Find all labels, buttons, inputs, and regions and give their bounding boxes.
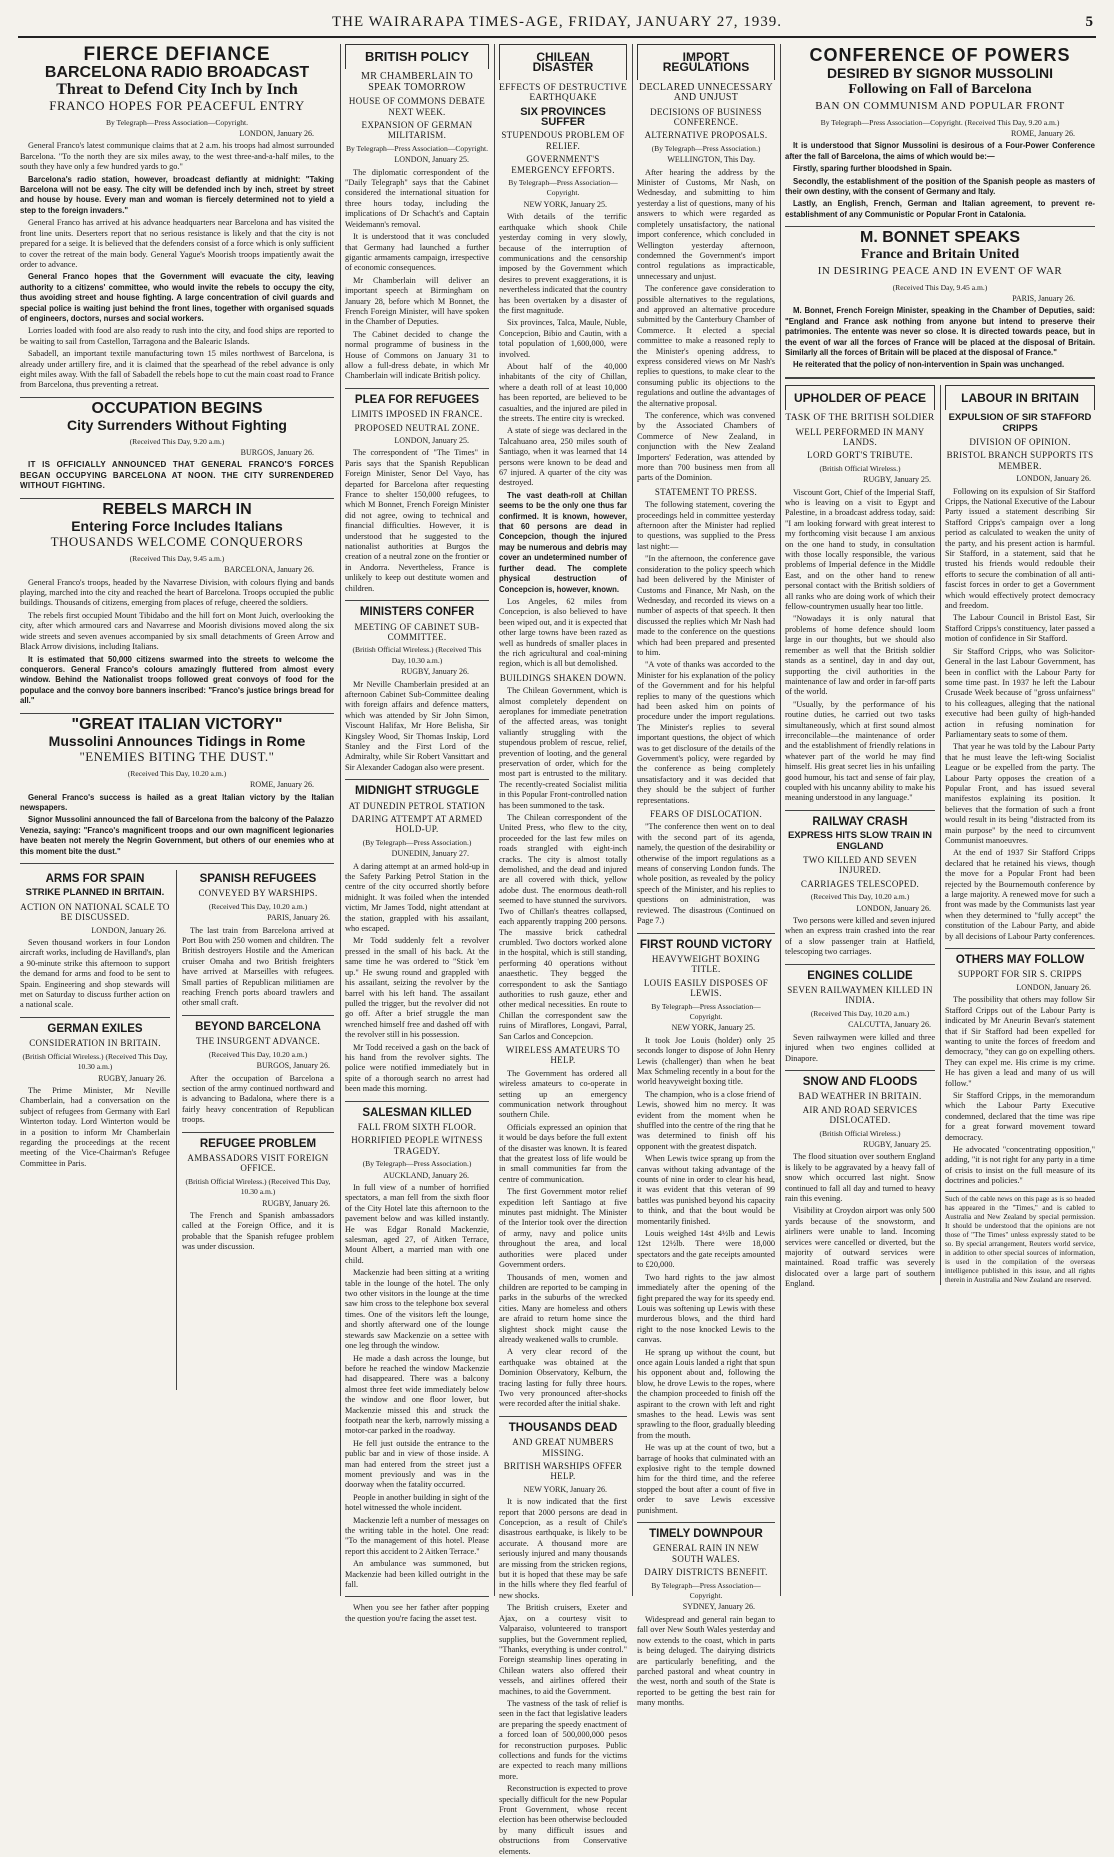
page-number: 5 [1085,14,1094,30]
dateline: ROME, January 26. [250,780,314,790]
article-paragraph: Officials expressed an opinion that it would be days before the full extent of the disaster was known. It is feared that the greatest loss of life would be in small communities far from the centre of communication. [499,1122,627,1184]
dateline: LONDON, January 25. [394,155,469,165]
article-paragraph: Los Angeles, 62 miles from Concepcion, is also believed to have been wiped out, and it is expected that other large towns have been razed as well as hundreds of smaller places in the rich agricultural and coal-mining region, which is all but demolished. [499,596,627,669]
credit-line: By Telegraph—Press Association—Copyright. [651,1580,761,1601]
dateline: NEW YORK, January 26. [523,1484,607,1494]
headline: CONFERENCE OF POWERS [809,45,1071,65]
column-british-policy [345,44,489,1623]
lower-right-column [945,385,1095,1285]
subheadline: Following on Fall of Barcelona [848,81,1032,97]
headline: SPANISH REFUGEES [199,873,317,885]
deck: FALL FROM SIXTH FLOOR. [357,1121,477,1132]
headline: UPHOLDER OF PEACE [793,390,926,405]
dateline: DUNEDIN, January 27. [391,849,469,859]
deck: GENERAL RAIN IN NEW SOUTH WALES. [652,1543,760,1564]
dateline: RUGBY, January 26. [401,667,469,677]
headline-box [345,44,489,69]
article-paragraph: Louis weighed 14st 4½lb and Lewis 12st 12½lb. There were 18,000 spectators and the gate receipts amounted to £20,000. [637,1229,775,1270]
dateline: LONDON, January 25. [394,436,469,445]
article-paragraph: It is understood that it was concluded that Germany had launched a further gigantic armaments campaign, irrespective of economic consequences. [345,232,489,273]
article-paragraph: Two persons were killed and seven injured when an express train crashed into the rear of a slow passenger train at Hatfield, telescoping two carriages. [785,916,935,957]
article-paragraph: "Nowadays it is only natural that problems of home defence should loom large in our thoughts, but we should also remember as well that the British soldier stands as a sentinel, day in and day out, supporting the civil authorities in the maintenance of law and order in far-off parts of the world. [785,614,935,697]
article-paragraph: In full view of a number of horrified spectators, a man fell from the sixth floor of the City Hotel late this afternoon to the pavement below and was killed instantly. He was Edgar Ronald Mackenzie, salesman, aged 27, of Aitken Terrace, Mount Albert, a married man with one child. [345,1183,489,1265]
dateline: RUGBY, January 26. [98,1073,166,1083]
article-paragraph: Seven railwaymen were killed and three injured when two engines collided at Dinapore. [785,1032,935,1063]
article-paragraph: Mr Todd received a gash on the back of his hand from the revolver sights. The police were notified immediately but in spite of a thorough search no arrest had been made this morning. [345,1042,489,1094]
article-paragraph: The vastness of the task of relief is seen in the fact that legislative leaders are preparing the speedy enactment of a forced loan of 500,000,000 pesos for reconstruction purposes. Public collections and funds for the victims are expected to reach many millions more. [499,1698,627,1781]
divider [637,933,775,934]
divider [945,948,1095,949]
divider [637,1522,775,1523]
article-paragraph: Widespread and general rain began to fall over New South Wales yesterday and now extends to the coast, which in parts is being deluged. The dairying districts are particularly benefiting, and the parched pastoral and wheat country in the west, north and south of the State is reported to be getting the best rain for many months. [637,1614,775,1708]
article-paragraph: "The conference then went on to deal with the second part of its agenda, namely, the question of the desirability or otherwise of the import regulations as a means of conserving London funds. The whole position, as revealed by the policy speech of the Minister, and his replies to questions on administration, was reviewed. The disastrous (Continued on Page 7.) [637,822,775,926]
masthead [18,12,1096,38]
deck: STRIKE PLANNED IN BRITAIN. [25,887,165,899]
deck: MEETING OF CABINET SUB-COMMITTEE. [354,621,480,642]
article-paragraph: Sir Stafford Cripps, in the memorandum which the Labour Party Executive condemned, declared that the time was ripe for a great forward movement toward democracy. [945,1090,1095,1142]
dateline: NEW YORK, January 25. [671,1023,755,1033]
article-paragraph: A very clear record of the earthquake was obtained at the Dominion Observatory, Kelburn, the tracing lasting for fully three hours. Two very pronounced after-shocks were recorded after the initial shake. [499,1347,627,1409]
article-paragraph: Lastly, an English, French, German and Italian agreement, to prevent re-establishment of any Communistic or Popular Front in Catalonia. [785,199,1095,219]
subheadline: BAN ON COMMUNISM AND POPULAR FRONT [815,100,1065,113]
article-paragraph: "In the afternoon, the conference gave consideration to the policy speech which had been delivered by the Minister of Customs and Finance, Mr Nash, on the Wednesday, and recorded its views on a number of aspects of that speech. It then discussed the replies which Mr Nash had made to the conference on the questions which had been prepared and presented to him. [637,554,775,657]
article-paragraph: General Franco has arrived at his advance headquarters near Barcelona and has visited the front line units. Deserters report that no serious resistance is likely and that the city is not prepared for a seige. It is believed that the defenders consist of a force which is only sufficient to cover the retreat of the main body. General Yague's Moorish troops impatiently await the order to advance. [20,218,334,269]
subheadline: France and Britain United [860,246,1020,262]
article-paragraph: The Government has ordered all wireless amateurs to co-operate in setting up an emergency communication network throughout southern Chile. [499,1068,627,1120]
deck: WELL PERFORMED IN MANY LANDS. [795,426,925,447]
section-subhead: BUILDINGS SHAKEN DOWN. [499,672,627,683]
deck: HEAVYWEIGHT BOXING TITLE. [651,953,761,975]
credit-line: (British Official Wireless.) [819,1128,901,1138]
headline: LABOUR IN BRITAIN [961,390,1079,405]
article-paragraph: A state of siege was declared in the Talcahuano area, 250 miles south of Santiago, when it was learned that 14 persons were known to be dead and 67 injured. A quarter of the city was destroyed. [499,426,627,488]
column-rule [632,44,633,1596]
divider [20,863,334,864]
credit-line: (By Telegraph—Press Association.) [651,143,761,153]
column-rule [494,44,495,1596]
article-paragraph: The Chilean Government, which is almost completely dependent on aeroplanes for immediate penetration of the affected areas, was tonight valiantly struggling with the stupendous problem of rescue, relief, prevention of looting, and the general preservation of order, which for the most part is entrusted to the military. The recently-created Socialist militia in this Popular Front-controlled nation has been summoned to the task. [499,686,627,810]
dateline: LONDON, January 26. [1016,474,1091,484]
headline-box [499,44,627,80]
article-paragraph: With details of the terrific earthquake which shook Chile yesterday coming in very slowly, because of the interruption of communications and the censorship imposed by the Government which desires to prevent exaggerations, it is nevertheless indicated that the country has been overtaken by a disaster of the first magnitude. [499,212,627,315]
credit-line: (British Official Wireless.) (Received This Day, 10.30 a.m.) [22,1051,168,1072]
divider [345,1101,489,1102]
article-paragraph: Mr Todd suddenly felt a revolver pressed in the small of his back. At the same time he was ordered to "Stick 'em up." He swung round and grappled with his assailant, seizing the revolver by the barrel with his left hand. The assailant pulled the trigger, but the revolver did not go off. After a brief struggle the man wrenched himself free and dashed off with the revolver still in his possession. [345,936,489,1040]
article-paragraph: An ambulance was summoned, but Mackenzie had been killed outright in the fall. [345,1559,489,1590]
deck: DAIRY DISTRICTS BENEFIT. [644,1567,768,1578]
dateline: LONDON, January 26. [239,129,314,139]
deck: EXPANSION OF GERMAN MILITARISM. [361,120,473,141]
column-rule [780,44,781,1596]
subheadline: Entering Force Includes Italians [71,518,283,535]
divider [182,1132,334,1133]
dateline: RUGBY, January 25. [863,475,931,485]
section-subhead: STATEMENT TO PRESS. [654,486,758,497]
credit-line: (Received This Day, 9.20 a.m.) [129,436,225,446]
subheadline: FRANCO HOPES FOR PEACEFUL ENTRY [49,98,305,114]
article-paragraph: The British cruisers, Exeter and Ajax, on a courtesy visit to Valparaiso, volunteered to transport supplies, but the Government replied, "Thanks, everything is under control." Foreign steamship lines operating in Chilean waters also offered their vessels, and airlines offered their machines, to aid the Government. [499,1603,627,1696]
article-paragraph: Reconstruction is expected to prove specially difficult for the new Popular Front Government, whose recent election has been otherwise beclouded by many difficult issues and obstructions from Conservative elements. [499,1784,627,1856]
article-paragraph: General Franco's latest communique claims that at 2 a.m. his troops had almost surrounded Barcelona. "To the north they are six miles away, to the west three-and-a-half miles, to the south they have only a few hundred yards to go." [20,141,334,172]
article-paragraph: When you see her father after popping the question you're facing the asset test. [345,1603,489,1623]
deck: TWO KILLED AND SEVEN INJURED. [803,855,917,876]
divider [785,964,935,965]
article-paragraph: Visibility at Croydon airport was only 500 yards because of the snowstorm, and airliners were unable to land. Incoming services were cancelled or diverted, but the majority of outward services were maintained. Road traffic was severely dislocated over a large part of southern England. [785,1206,935,1289]
column-rule [176,870,177,1390]
article-paragraph: Sabadell, an important textile manufacturing town 15 miles northwest of Barcelona, is already under artillery fire, and it is claimed that the spearhead of the rebel advance is only eight miles away. With the fall of Sabadell the rebels hope to cut the main coast road to France from Barcelona, thus preventing a retreat. [20,349,334,390]
article-paragraph: The conference, which was convened by the Associated Chambers of Commerce of New Zealand, in conjunction with the New Zealand Importers' Federation, was attended by more than 700 business men from all parts of the Dominion. [637,411,775,483]
headline: RAILWAY CRASH [812,815,908,828]
deck: ACTION ON NATIONAL SCALE TO BE DISCUSSED. [20,901,170,923]
deck: DECISIONS OF BUSINESS CONFERENCE. [650,106,762,128]
divider [182,1015,334,1016]
article-paragraph: When Lewis twice sprang up from the canvas without taking advantage of the counts of nine in order to clear his head, it was evident that this veteran of 99 battles was punished beyond his capacity to think, and that the bout would be momentarily finished. [637,1154,775,1226]
article-paragraph: That year he was told by the Labour Party that he must leave the left-wing Socialist League or be expelled from the party. The Labour Party opposes the creation of a Popular Front, and has issued several manifestos explaining its position. It believes that the formation of such a front would result in its being "distracted from its main purpose" by the need to circumvent Communist manoeuvres. [945,742,1095,845]
article-paragraph: M. Bonnet, French Foreign Minister, speaking in the Chamber of Deputies, said: "England and France ask nothing from anyone but intend to preserve their patrimonies. The entente was never so close. It is directed towards peace, but in the event of war all the forces of France will be placed at the disposal of Britain. Similarly all the forces of Britain will be placed at the disposal of France." [785,306,1095,357]
article-paragraph: He made a dash across the lounge, but before he reached the window Mackenzie had disappeared. There was a balcony almost three feet wide immediately below the window and one floor lower, but Mackenzie missed this and struck the footpath near the kerb, narrowly missing a motor-car parked in the roadway. [345,1353,489,1436]
deck: GOVERNMENT'S EMERGENCY EFFORTS. [511,154,615,175]
credit-line: (British Official Wireless.) (Received This Day, 10.30 a.m.) [352,645,482,665]
copyright-note: Such of the cable news on this page as is so headed has appeared in the "Times," and is cabled to Australia and New Zealand by special permission. It should be understood that the opinions are not those of "The Times" unless expressly stated to be so. By special arrangement, Reuters world service, in addition to other special sources of information, is used in the compilation of the overseas intelligence published in this issue, and all rights therein in Australia and New Zealand are reserved. [945,1191,1095,1285]
lower-split-section [785,385,1095,1289]
article-paragraph: Barcelona's radio station, however, broadcast defiantly at midnight: "Taking Barcelona will not be easy. The city will be defended inch by inch, street by street and house by house. Every man and woman is fiercely determined not to yield a step to the foreign invaders." [20,174,334,215]
dateline: SYDNEY, January 26. [682,1602,755,1612]
article-paragraph: "A vote of thanks was accorded to the Minister for his explanation of the policy of the Government and for his helpful replies to many of the questions which had been asked him on points of procedure under the import regulations. The Minister's replies to several important questions, the object of which was to get disclosure of the details of the Government's policy, were regarded by the conference as being completely unsatisfactory and it was decided that they should be the subject of further representations. [637,660,775,805]
lower-split-section [20,870,334,1390]
article-paragraph: "Usually, by the performance of his routine duties, he carried out two tasks simultaneously, which at first sound almost irreconcilable—the maintenance of order and the establishment of friendly relations in whatever part of the world he may find himself. His great secret lies in his unfailing good humour, his tact and sense of fair play, coupled with his uncanny ability to make his meaning understood in any language." [785,699,935,803]
article-paragraph: The possibility that others may follow Sir Stafford Cripps out of the Labour Party is indicated by Mr Aneurin Bevan's statement that if Sir Stafford had been expelled for wanting to unite the forces of freedom and democracy, "they can go on expelling others. They can expel me. His crime is my crime. He has given a lead and many of us will follow." [945,995,1095,1088]
subheadline: Mussolini Announces Tidings in Rome [48,732,306,749]
deck: DIVISION OF OPINION. [969,436,1071,447]
lower-left-column [785,385,935,1292]
deck: AND GREAT NUMBERS MISSING. [512,1437,614,1458]
headline: OTHERS MAY FOLLOW [955,954,1085,967]
article-paragraph: IT IS OFFICIALLY ANNOUNCED THAT GENERAL FRANCO'S FORCES BEGAN OCCUPYING BARCELONA AT NOON. THE CITY SURRENDERED WITHOUT FIGHTING. [20,460,334,491]
credit-line: By Telegraph—Press Association—Copyright. (Received This Day, 9.20 a.m.) [820,117,1060,127]
article-paragraph: Mackenzie had been sitting at a writing table in the lounge of the hotel. The only two other visitors in the lounge at the time saw him cross to the telephone box several times. One of the visitors left the lounge, and shortly afterward one of the lounge stewards saw Mackenzie on a settee with one leg through the window. [345,1268,489,1351]
subheadline: IN DESIRING PEACE AND IN EVENT OF WAR [817,265,1063,278]
divider [499,1416,627,1417]
headline: FIRST ROUND VICTORY [639,938,773,951]
column-rule [940,385,941,1285]
dateline: PARIS, January 26. [267,913,330,923]
article-paragraph: It took Joe Louis (holder) only 25 seconds longer to dispose of John Henry Lewis (challenger) than when he beat Max Schmeling recently in a bout for the world heavyweight boxing title. [637,1035,775,1087]
article-paragraph: Firstly, sparing further bloodshed in Spain. [793,164,952,174]
divider [345,779,489,780]
divider [785,1070,935,1071]
article-paragraph: The vast death-roll at Chillan seems to be the only one thus far confirmed. It is known, however, that 60 persons are dead in Concepcion, though the injured may be numerous and debris may cover an undetermined number of further dead. The complete physical destruction of Concepcion is, however, known. [499,490,627,594]
credit-line: (Received This Day, 10.20 a.m.) [208,1049,308,1059]
column-fierce-defiance [20,44,334,1596]
deck: SEVEN RAILWAYMEN KILLED IN INDIA. [787,985,933,1006]
divider [20,1017,170,1018]
dateline: NEW YORK, January 25. [523,199,607,209]
credit-line: (Received This Day, 10.20 a.m.) [208,901,308,911]
article-paragraph: The last train from Barcelona arrived at Port Bou with 250 women and children. The British destroyers Hostile and the American cruiser Omaha and two British freighters have arrived at Marseilles with refugees. Small parties of Republican militiamen are reaching French ports aboard trawlers and other small craft. [182,925,334,1008]
article-paragraph: The diplomatic correspondent of the "Daily Telegraph" says that the Cabinet considered the international situation for three hours today, including the implications of Dr Schacht's and Captain Weidemann's removal. [345,167,489,229]
deck: DARING ATTEMPT AT ARMED HOLD-UP. [351,814,483,835]
article-paragraph: He fell just outside the entrance to the public bar and in view of those inside. A man had entered from the street just a moment previously and was in the doorway when the fatality occurred. [345,1438,489,1490]
deck: CONVEYED BY WARSHIPS. [198,888,318,899]
divider [20,397,334,398]
deck: SIX PROVINCES SUFFER [520,105,606,129]
article-paragraph: Lorries loaded with food are also ready to rush into the city, and food ships are reported to be waiting to sail from Castellon, Tarragona and the Balearic Islands. [20,326,334,346]
divider [345,600,489,601]
deck: AIR AND ROAD SERVICES DISLOCATED. [802,1104,918,1126]
deck: BRITISH WARSHIPS OFFER HELP. [503,1461,623,1482]
credit-line: (By Telegraph—Press Association.) [362,1159,472,1169]
headline: GERMAN EXILES [47,1022,143,1035]
deck: HORRIFIED PEOPLE WITNESS TRAGEDY. [351,1135,483,1156]
dateline: LONDON, January 26. [856,903,931,913]
deck: AT DUNEDIN PETROL STATION [348,800,486,811]
article-paragraph: The French and Spanish ambassadors called at the Foreign Office, and it is probable that the Spanish refugee problem was under discussion. [182,1210,334,1252]
dateline: BURGOS, January 26. [256,1061,330,1071]
deck: MR CHAMBERLAIN TO SPEAK TOMORROW [361,71,473,93]
deck: LIMITS IMPOSED IN FRANCE. [351,409,483,420]
deck: LORD GORT'S TRIBUTE. [807,450,913,461]
deck: CONSIDERATION IN BRITAIN. [29,1038,161,1049]
credit-line: By Telegraph—Press Association—Copyright. [345,143,489,153]
article-paragraph: The first Government motor relief expedition left Santiago at five minutes past midnight. The Minister of the Interior took over the direction of army, navy and police units throughout the area, and local authorities were placed under Government orders. [499,1187,627,1270]
article-paragraph: Signor Mussolini announced the fall of Barcelona from the balcony of the Palazzo Venezia, saying: "Franco's magnificent troops and our own magnificent legionaries have beaten not merely the Negrin Government, but others of our enemies who at this moment bite the dust." [20,815,334,856]
dateline: BURGOS, January 26. [240,448,314,457]
headline: REBELS MARCH IN [102,500,252,518]
section-subhead: WIRELESS AMATEURS TO HELP. [505,1044,621,1066]
column-rule [340,44,341,1596]
headline: PLEA FOR REFUGEES [354,393,480,406]
subheadline: DESIRED BY SIGNOR MUSSOLINI [826,65,1054,82]
article-paragraph: It is now indicated that the first report that 2000 persons are dead in Concepcion, as a result of Chile's disastrous earthquake, is likely to be accurate. A thousand more are seriously injured and many thousands are missing from the stricken regions, but it is hoped that these may be safe in the hills where they fled fearful of new shocks. [499,1497,627,1600]
deck: EXPULSION OF SIR STAFFORD CRIPPS [948,412,1092,434]
dateline: AUCKLAND, January 26. [383,1170,469,1180]
headline: THOUSANDS DEAD [508,1421,618,1434]
column-chilean-disaster [499,44,628,1856]
article-paragraph: Mackenzie left a number of messages on the writing table in the hotel. One read: "To the management of this hotel. Please report this accident to 2 Aitken Terrace." [345,1515,489,1556]
deck: AMBASSADORS VISIT FOREIGN OFFICE. [187,1152,329,1174]
headline: M. BONNET SPEAKS [859,229,1020,247]
article-paragraph: It is estimated that 50,000 citizens swarmed into the streets to welcome the conquerors. General Franco's colours amazingly fluttered from almost every window. Behind the Nationalist troops followed great convoys of food for the populace and the convoy bore banners inscribed: "Franco's justice brings bread for all." [20,654,334,706]
newspaper-title: THE WAIRARAPA TIMES-AGE, FRIDAY, JANUARY 27, 1939. [331,14,783,30]
headline: SNOW AND FLOODS [802,1075,918,1088]
deck: CARRIAGES TELESCOPED. [800,878,920,889]
article-paragraph: About half of the 40,000 inhabitants of the city of Chillan, where a death roll of at least 10,000 has been reported, are believed to be casualties, and the injured are piled in the streets. The entire city is wrecked. [499,361,627,423]
article-paragraph: The Prime Minister, Mr Neville Chamberlain, had a conversation on the subject of refugees from Germany with Earl Winterton today. Lord Winterton would be in a position to inform Mr Chamberlain regarding the proceedings at the recent meeting of the Vice-Chairman's Refugee Committee in Paris. [20,1085,170,1168]
article-paragraph: He advocated "concentrating opposition," adding, "it is not right for any party in a time of crisis to insist on the full measure of its doctrines and policies." [945,1144,1095,1186]
divider [785,810,935,811]
headline: CHILEAN DISASTER [532,50,594,75]
credit-line: (Received This Day, 9.45 a.m.) [892,282,988,292]
divider [785,377,1095,379]
credit-line: (British Official Wireless.) [819,463,901,473]
credit-line: (British Official Wireless.) (Received This Day, 10.30 a.m.) [185,1176,331,1197]
credit-line: (Received This Day, 10.20 a.m.) [810,892,910,902]
headline-box [945,385,1095,410]
dateline: ROME, January 26. [1011,129,1075,139]
deck: PROPOSED NEUTRAL ZONE. [354,422,480,433]
credit-line: (Received This Day, 10.20 a.m.) [810,1008,910,1018]
article-paragraph: The rebels first occupied Mount Tibidabo and the hill fort on Mont Juich, overlooking the city, after which armoured cars and Navarrese and Moorish divisions moved along the six wide streets and seven avenues accompanied by six small detachments of Green Arrow and Black Arrow divisions, including Italians. [20,610,334,652]
subheadline: "ENEMIES BITING THE DUST." [79,749,275,765]
article-paragraph: A daring attempt at an armed hold-up in the Safety Parking Petrol Station in the centre of the city occurred shortly before midnight. It was foiled when the intended victim, Mr James Todd, night attendant at the station, grappled with his assailant, who escaped. [345,861,489,934]
divider [345,388,489,389]
deck: BAD WEATHER IN BRITAIN. [798,1091,922,1102]
deck: THE INSURGENT ADVANCE. [195,1036,321,1047]
article-paragraph: After the occupation of Barcelona a section of the army continued northward and is advancing to Badalona, where there is a fairly heavy concentration of Republican troops. [182,1073,334,1125]
credit-line: By Telegraph—Press Association—Copyright. [651,1001,761,1021]
divider [345,1596,489,1597]
article-paragraph: Secondly, the establishment of the position of the Spanish people as masters of their own destiny, with the consent of Germany and Italy. [785,176,1095,197]
subheadline: THOUSANDS WELCOME CONQUERORS [50,534,304,550]
dateline: RUGBY, January 25. [863,1139,931,1149]
credit-line: (Received This Day, 10.20 a.m.) [127,768,227,778]
article-paragraph: Mr Chamberlain will deliver an important speech at Birmingham on January 28, before which M Bonnet, the French Foreign Minister, will have spoken in the Chamber of Deputies. [345,275,489,327]
headline: MINISTERS CONFER [359,606,475,619]
deck: LOUIS EASILY DISPOSES OF LEWIS. [643,977,769,999]
divider [785,226,1095,227]
article-paragraph: Sir Stafford Cripps, who was Solicitor-General in the last Labour Government, has been in conflict with the Labour Party for some time past. In 1937 he left the Labour Crusade Week because of "gross unfairness" to his colleagues, alleging that the national executive had been guilty of high-handed action in refusing nomination for Parliamentary seats to some of them. [945,646,1095,739]
headline: IMPORT REGULATIONS [662,50,750,75]
dateline: LONDON, January 26. [1016,982,1091,992]
divider [20,498,334,499]
article-paragraph: People in another building in sight of the hotel witnessed the whole incident. [345,1492,489,1513]
article-paragraph: He sprang up without the count, but once again Louis landed a right that spun his opponent about and, following the blow, he drove Lewis to the ropes, where the champion proceeded to finish off the aspirant to the crown with left and right smashes to the head. Lewis was sent sprawling to the floor, gradually bleeding from the mouth. [637,1347,775,1440]
subheadline: Threat to Defend City Inch by Inch [56,80,298,98]
deck: EFFECTS OF DESTRUCTIVE EARTHQUAKE [499,82,628,104]
deck: TASK OF THE BRITISH SOLDIER [785,413,935,424]
article-paragraph: Following on its expulsion of Sir Stafford Cripps, the National Executive of the Labour Party issued a statement describing Sir Stafford Cripps's campaign over a long period as calculated to weaken the unity of the party, and his present action is harmful. Sir Stafford, in a statement, said that he trusted his friends would redouble their efforts to secure the combination of all anti-fascist forces in order to get a Government which would effectively protect democracy and freedom. [945,486,1095,611]
headline: "GREAT ITALIAN VICTORY" [71,715,283,733]
headline: SALESMAN KILLED [362,1106,472,1119]
article-paragraph: The champion, who is a close friend of Lewis, showed him no mercy. It was evident from the moment when he shuffled into the centre of the ring that he was determined to finish off his opponent with the greatest dispatch. [637,1089,775,1151]
subheadline: City Surrenders Without Fighting [67,417,287,434]
article-paragraph: The correspondent of "The Times" in Paris says that the Spanish Republican Foreign Minister, Senor Del Vayo, has departed for Barcelona after requesting France to shelter 150,000 refugees, to which M Bonnet, French Foreign Minister did not agree, owing to technical and financial difficulties. However, it is understood that he suggested to the nationalist authorities at Burgos the creation of a neutral zone on the frontier or in Andorra. Nevertheless, France is unlikely to keep out destitute women and children. [345,448,489,593]
deck: BRISTOL BRANCH SUPPORTS ITS MEMBER. [946,450,1094,471]
dateline: BARCELONA, January 26. [224,565,314,575]
headline: FIERCE DEFIANCE [83,44,271,65]
deck: ALTERNATIVE PROPOSALS. [644,130,768,141]
deck: DECLARED UNNECESSARY AND UNJUST [638,81,774,104]
headline-box [637,44,775,80]
dateline: PARIS, January 26. [1012,293,1075,303]
credit-line: (By Telegraph—Press Association.) [362,837,472,847]
dateline: RUGBY, January 26. [262,1198,330,1208]
column-import-regulations [637,44,775,1708]
dateline: LONDON, January 26. [91,925,166,935]
headline: MIDNIGHT STRUGGLE [355,785,479,798]
deck: HOUSE OF COMMONS DEBATE NEXT WEEK. [348,96,486,117]
article-paragraph: General Franco's success is hailed as a great Italian victory by the Italian newspapers. [20,792,334,812]
dateline: WELLINGTON, This Day. [667,155,755,165]
headline: ENGINES COLLIDE [807,969,913,982]
article-paragraph: At the end of 1937 Sir Stafford Cripps declared that he retained his views, though the move for a Popular Front had been rejected by the Bournemouth conference by a large majority. A renewed move for such a front was made by the Communists last year when they determined to "fully accept" the constitution of the Labour Party, and abide by all decisions of Labour Party conferences. [945,848,1095,941]
article-paragraph: He reiterated that the policy of non-intervention in Spain was unchanged. [793,360,1065,370]
headline: BRITISH POLICY [364,49,469,64]
article-paragraph: The flood situation over southern England is likely to be aggravated by a heavy fall of snow which occurred last night. Snow continued to fall all day and turned to heavy rain this evening. [785,1152,935,1203]
headline: TIMELY DOWNPOUR [649,1528,763,1541]
headline: OCCUPATION BEGINS [91,399,263,417]
article-paragraph: Two hard rights to the jaw almost immediately after the opening of the fight prepared the way for its speedy end. Louis was softening up Lewis with these murderous blows, and the third hard right to the nose knocked Lewis to the canvas. [637,1272,775,1345]
deck: EXPRESS HITS SLOW TRAIN IN ENGLAND [787,830,933,852]
article-paragraph: He was up at the count of two, but a barrage of hooks that culminated with an explosive right to the temple downed him for the third time, and the referee stopped the bout after a count of five in order to save Lewis excessive punishment. [637,1443,775,1515]
article-paragraph: The Labour Council in Bristol East, Sir Stafford Cripps's constituency, later passed a motion of confidence in Sir Stafford. [945,613,1095,644]
article-paragraph: The conference gave consideration to possible alternatives to the regulations, and approved an alternative procedure submitted by the Canterbury Chamber of Commerce. It elected a special committee to make a reasoned reply to the Minister's opening address, to express considered views on Mr Nash's replies to questions, to make clear to the consuming public its objections to the regulations and outline the advantages of the alternative proposal. [637,284,775,408]
lower-left-column [20,870,170,1171]
headline: REFUGEE PROBLEM [199,1137,317,1150]
article-paragraph: Six provinces, Talca, Maule, Nuble, Concepcion, Bibio and Cautin, with a total population of 1,600,000, were involved. [499,318,627,359]
deck: STUPENDOUS PROBLEM OF RELIEF. [501,130,625,151]
article-paragraph: Seven thousand workers in four London aircraft works, including de Havilland's, plan a 90-minute strike this afternoon to support the demand for arms and food to be sent to Spain. Engineering and shop stewards will met on Saturday to discuss further action on a national scale. [20,938,170,1010]
section-subhead: FEARS OF DISLOCATION. [649,809,763,820]
article-paragraph: Mr Neville Chamberlain presided at an afternoon Cabinet Sub-Committee dealing with foreign affairs and defence matters, which was attended by Sir John Simon, Viscount Halifax, Mr Hore Belisha, Sir Kingsley Wood, Sir Thomas Inskip, Lord Stanley and the First Lord of the Admiralty, while Sir Robert Vansittart and Sir Alexander Cadogan also were present. [345,679,489,772]
article-paragraph: It is understood that Signor Mussolini is desirous of a Four-Power Conference after the fall of Barcelona, the aims of which would be:— [785,141,1095,161]
article-paragraph: General Franco's troops, headed by the Navarrese Division, with colours flying and bands playing, marched into the city and reached the heart of Barcelona. Troops occupied the public buildings. Thousands of citizens, emerging from places of refuge, cheered the soldiers. [20,577,334,608]
article-paragraph: General Franco hopes that the Government will evacuate the city, leaving authority to a citizens' committee, who would invite the rebels to occupy the city, thus avoiding street and house fighting. A large concentration of civil guards and special police is waiting just behind the front lines, together with organised squads of engineers, doctors, nurses and social workers. [20,272,334,323]
column-conference-of-powers [785,44,1095,1596]
article-paragraph: Viscount Gort, Chief of the Imperial Staff, who is leaving on a visit to Egypt and Palestine, in a broadcast address today, said: "I am looking forward with great interest to my forthcoming visit because I am anxious on the one hand to study, in consultation with those locally responsible, the various problems of Imperial defence in the Middle East, and on the other hand to renew personal contact with the British soldiers of all ranks who are doing work of which their fellow-countrymen usually hear too little. [785,487,935,612]
article-paragraph: The Cabinet decided to change the normal programme of business in the House of Commons on January 31 to allow a full-dress debate, in which Mr Chamberlain will indicate British policy. [345,329,489,381]
article-paragraph: After hearing the address by the Minister of Customs, Mr Nash, on Wednesday, and submitting to him yesterday a list of questions, many of his answers to which were regarded as completely unsatisfactory, the national import conference, which concluded in Wellington yesterday afternoon, condemned the Government's import control regulations as impracticable, unnecessary and unjust. [637,167,775,281]
headline: BEYOND BARCELONA [195,1020,321,1033]
lower-right-column [182,870,334,1255]
article-paragraph: The following statement, covering the proceedings held in committee yesterday afternoon after the Minister had replied to questions, was supplied to the Press last night:— [637,500,775,551]
dateline: CALCUTTA, January 26. [848,1020,931,1030]
divider [20,713,334,714]
article-paragraph: The Chilean correspondent of the United Press, who flew to the city, proceeded for the last few miles on roads strangled with eight-inch cracks. The city is almost totally demolished, and the dead and injured are all covered with thick, yellow adobe dust. The enormous death-roll seemed to have stunned the survivors. Two of Chillan's theatres collapsed, each apparently trapping 200 persons. The massive brick cathedral crumbled. Two doctors worked alone in the hospital, which is still standing, performing 40 operations without anaesthetic. They begged the correspondent to ask the Santiago authorities to rush gauze, ether and other medical necessities. En route to Chillan the correspondent saw the ruins of Miraflores, Longavi, Parral, San Carlos and Concepcion. [499,813,627,1041]
headline-box [785,385,935,410]
credit-line: (Received This Day, 9.45 a.m.) [129,553,225,563]
headline: ARMS FOR SPAIN [45,873,145,885]
deck: SUPPORT FOR SIR S. CRIPPS [957,969,1083,980]
credit-line: By Telegraph—Press Association—Copyright. [105,117,249,127]
subheadline: BARCELONA RADIO BROADCAST [44,64,310,82]
credit-line: By Telegraph—Press Association—Copyright. [508,178,618,198]
article-paragraph: Thousands of men, women and children are reported to be camping in parks in the suburbs of the wrecked cities. Many are homeless and others are afraid to return home since the slightest shock might cause the already weakened walls to crumble. [499,1272,627,1344]
